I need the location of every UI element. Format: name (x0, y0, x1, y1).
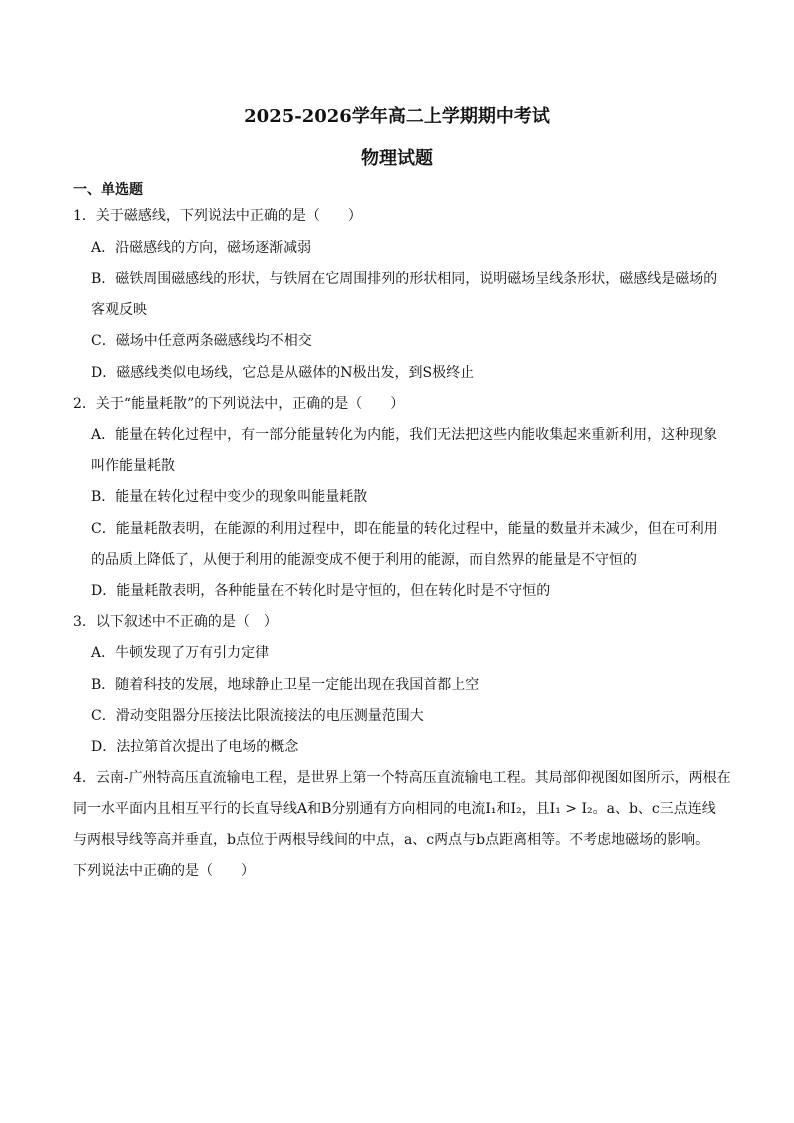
question-3-option-d: D．法拉第首次提出了电场的概念 (91, 739, 299, 755)
question-1-stem: 1．关于磁感线，下列说法中正确的是（ ） (73, 208, 362, 224)
question-1-option-b-cont: 客观反映 (91, 302, 147, 318)
question-4-line-4: 下列说法中正确的是（ ） (73, 863, 255, 879)
question-4-line-2: 同一水平面内且相互平行的长直导线A和B分别通有方向相同的电流I₁和I₂，且I₁ > I₂。a、b、c三点连线 (73, 801, 716, 817)
exam-title: 2025-2026学年高二上学期期中考试 (244, 106, 550, 127)
exam-subtitle: 物理试题 (361, 148, 433, 169)
question-1-option-c: C．磁场中任意两条磁感线均不相交 (91, 333, 312, 349)
question-3-option-c: C．滑动变阻器分压接法比限流接法的电压测量范围大 (91, 708, 424, 724)
question-2-option-d: D．能量耗散表明，各种能量在不转化时是守恒的，但在转化时是不守恒的 (91, 583, 551, 599)
question-4-line-3: 与两根导线等高并垂直，b点位于两根导线间的中点，a、c两点与b点距离相等。不考虑地磁场的影响。 (73, 832, 710, 848)
question-2-stem: 2．关于“能量耗散”的下列说法中，正确的是（ ） (73, 396, 405, 412)
section-heading: 一、单选题 (73, 182, 143, 198)
question-1-option-a: A．沿磁感线的方向，磁场逐渐减弱 (91, 240, 312, 256)
question-1-option-b: B．磁铁周围磁感线的形状，与铁屑在它周围排列的形状相同，说明磁场呈线条形状，磁感线是磁场的 (91, 271, 718, 287)
question-2-option-c: C．能量耗散表明，在能源的利用过程中，即在能量的转化过程中，能量的数量并未减少，但在可利用 (91, 521, 718, 537)
question-2-option-b: B．能量在转化过程中变少的现象叫能量耗散 (91, 489, 368, 505)
question-3-option-b: B．随着科技的发展，地球静止卫星一定能出现在我国首都上空 (91, 677, 480, 693)
question-3-option-a: A．牛顿发现了万有引力定律 (91, 645, 270, 661)
question-4-line-1: 4．云南-广州特高压直流输电工程，是世界上第一个特高压直流输电工程。其局部仰视图如图所示，两根在 (73, 770, 731, 786)
question-1-option-d: D．磁感线类似电场线，它总是从磁体的N极出发，到S极终止 (91, 365, 475, 381)
question-2-option-a: A．能量在转化过程中，有一部分能量转化为内能，我们无法把这些内能收集起来重新利用，这种现象 (91, 427, 718, 443)
question-3-stem: 3．以下叙述中不正确的是（ ） (73, 614, 278, 630)
question-2-option-c-cont: 的品质上降低了，从便于利用的能源变成不便于利用的能源，而自然界的能量是不守恒的 (91, 552, 637, 568)
question-2-option-a-cont: 叫作能量耗散 (91, 458, 175, 474)
